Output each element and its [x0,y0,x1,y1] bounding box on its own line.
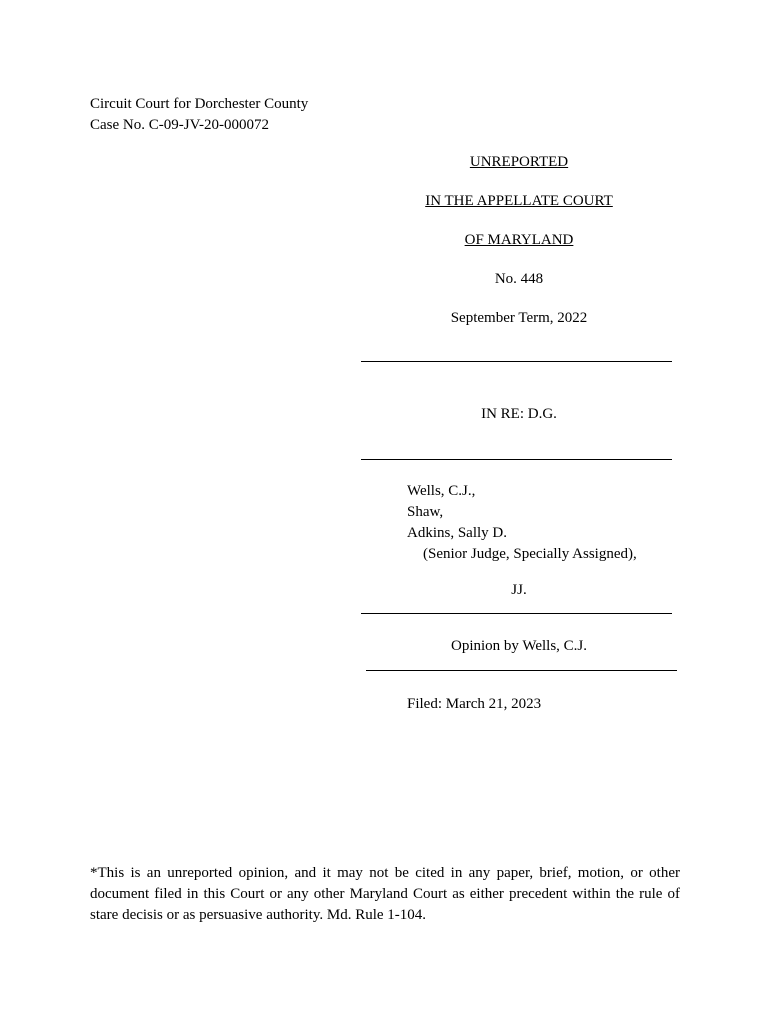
appeal-number: No. 448 [494,271,544,287]
judge-assignment-note: (Senior Judge, Specially Assigned), [423,546,637,562]
divider-rule [361,361,672,362]
term: September Term, 2022 [450,310,588,326]
filed-date: Filed: March 21, 2023 [407,696,542,712]
judge-name: Shaw, [407,504,444,520]
case-number: Case No. C-09-JV-20-000072 [90,117,270,133]
judge-name: Wells, C.J., [407,483,476,499]
unreported-footnote: *This is an unreported opinion, and it may not be cited in any paper, brief, motion, or other document filed in this Court or any other Maryland Court as either precedent within the rule of stare decisis or as persuasive authority. Md. Rule 1-104. [90,865,680,923]
judges-suffix: JJ. [511,582,527,598]
appellate-court-line2: OF MARYLAND [464,232,574,248]
divider-rule [361,613,672,614]
circuit-court-name: Circuit Court for Dorchester County [90,96,309,112]
case-title: IN RE: D.G. [481,406,557,422]
judge-name: Adkins, Sally D. [407,525,508,541]
divider-rule [366,670,677,671]
unreported-heading: UNREPORTED [469,154,569,170]
divider-rule [361,459,672,460]
appellate-court-line1: IN THE APPELLATE COURT [425,193,613,209]
opinion-author: Opinion by Wells, C.J. [450,638,588,654]
